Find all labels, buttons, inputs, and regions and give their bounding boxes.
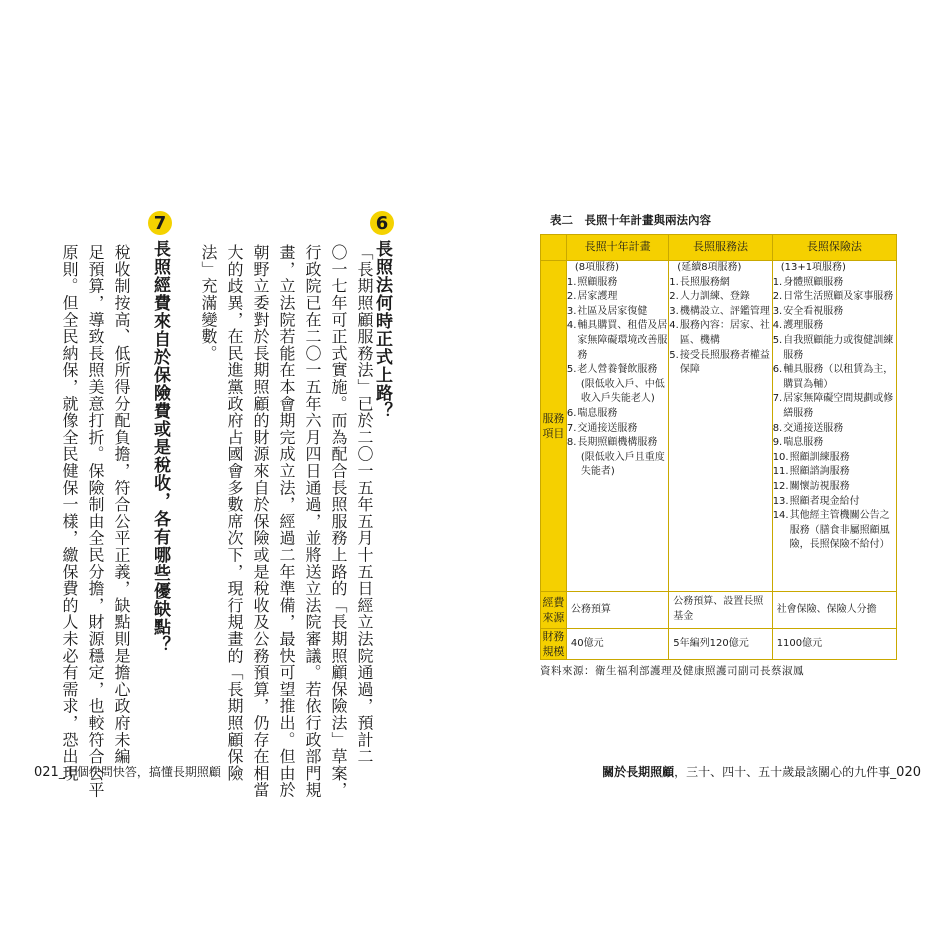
list-item: 6. 輔具服務（以租賃為主，購買為輔） [772,364,894,390]
list-item-note: (限低收入戶且重度失能者) [580,451,665,478]
answer-text [195,244,377,799]
table-cell [669,261,772,592]
text-line: 〇一七年可正式實施。而為配合長照服務上路的「長期照顧保險法」草案， [329,244,348,799]
page-number: 021 [34,765,59,780]
table-cell [772,261,896,592]
list-item: 10. 照顧訓練服務 [772,451,850,463]
table-cell: 公務預算、設置長照基金 [669,592,772,629]
table-cell: 社會保險、保險人分擔 [772,592,896,629]
list-item: 9. 喘息服務 [772,437,824,449]
list-item-note: (限低收入戶、中低收入戶失能老人) [580,378,665,405]
question-title: 長照經費來自於保險費或是稅收，各有哪些優缺點？ [150,240,170,654]
column-header: 長照十年計畫 [566,235,668,261]
table-cell: 公務預算 [566,592,668,629]
table-cell: 5年編列120億元 [669,629,772,660]
answer-text [56,244,134,799]
list-item: 1. 照顧服務 [566,276,618,288]
row-header: 經費來源 [541,592,567,629]
column-header: 長照保險法 [772,235,896,261]
list-item: 4. 護理服務 [772,320,824,332]
list-item: 3. 安全看視服務 [772,305,844,317]
table-row [541,261,897,592]
list-item: 2. 日常生活照顧及家事服務 [772,291,894,303]
page-number: 020 [896,765,921,780]
table-source-note: 資料來源：衛生福利部護理及健康照護司副司長蔡淑鳳 [540,665,804,677]
table-title: 表二 長照十年計畫與兩法內容 [550,213,711,227]
header-corner [541,235,567,261]
row-header: 服務項目 [541,261,567,592]
list-item: 4. 服務內容：居家、社區、機構 [669,320,770,346]
text-line: 法」充滿變數。 [199,244,218,362]
question-title: 長照法何時正式上路？ [372,240,392,420]
list-item: 1. 身體照顧服務 [772,276,844,288]
list-item: 2. 人力訓練、登錄 [669,291,750,303]
text-line: 稅收制按高、低所得分配負擔，符合公平正義，缺點則是擔心政府未編 [112,244,131,765]
list-item: 5. 自我照顧能力或復健訓練服務 [772,334,894,361]
list-item: 14. 其他經主管機關公告之服務（膳食非屬照顧風險，長照保險不給付） [772,510,890,551]
list-item: 7. 交通接送服務 [566,422,638,434]
running-title: _十個快問快答，搞懂長期照顧 [58,765,221,779]
text-line: 足預算，導致長照美意打折。保險制由全民分擔，財源穩定，也較符合公平 [86,244,105,799]
list-item: 8. 長期照顧機構服務 [566,437,658,449]
list-item: 4. 輔具購買、租借及居家無障礙環境改善服務 [566,320,668,361]
list-item: 11. 照顧諮詢服務 [772,466,850,478]
table-cell: 1100億元 [772,629,896,660]
list-item: 8. 交通接送服務 [772,422,844,434]
question-number-badge: 7 [148,211,172,235]
list-item: 1. 長照服務網 [669,276,730,288]
text-line: 原則。但全民納保，就像全民健保一樣，繳保費的人未必有需求，恐出現 [60,244,79,782]
table-row [541,592,897,629]
row-header: 財務規模 [542,630,565,658]
list-item: 3. 機構設立、評鑑管理 [669,305,770,317]
column-header: 長照服務法 [669,235,772,261]
right-page [476,0,951,951]
table-header-row [541,235,897,261]
running-title: ，三十、四十、五十歲最該關心的九件事_ [674,765,897,779]
service-count: (延續8項服務) [677,262,742,273]
page-footer [602,763,921,780]
question-number-badge: 6 [370,211,394,235]
table-cell [566,261,668,592]
comparison-table [540,234,897,660]
running-title-bold: 關於長期照顧 [602,765,675,779]
text-line: 行政院已在二〇一五年六月四日通過，並將送立法院審議。若依行政部門規 [303,244,322,799]
list-item: 3. 社區及居家復健 [566,305,648,317]
list-item: 7. 居家無障礙空間規劃或修繕服務 [772,393,894,419]
list-item: 12. 關懷訪視服務 [772,480,850,492]
table-cell: 40億元 [566,629,668,660]
text-line: 「長期照顧服務法」已於二〇一五年五月十五日經立法院通過，預計二 [355,244,374,765]
page-footer [34,763,221,780]
text-line: 朝野立委對於長期照顧的財源來自於保險或是稅收及公務預算，仍存在相當 [251,244,270,799]
service-count: (13+1項服務) [780,262,846,273]
service-count: (8項服務) [574,262,620,273]
table-row [541,629,897,660]
list-item: 13. 照顧者現金給付 [772,495,860,507]
list-item: 5. 接受長照服務者權益保障 [669,349,770,376]
list-item: 2. 居家護理 [566,291,618,303]
list-item: 5. 老人營養餐飲服務 [566,364,658,376]
text-line: 大的歧異，在民進黨政府占國會多數席次下，現行規畫的「長期照顧保險 [225,244,244,782]
left-page [0,0,475,951]
list-item: 6. 喘息服務 [566,407,618,419]
text-line: 畫，立法院若能在本會期完成立法，經過二年準備，最快可望推出。但由於 [277,244,296,799]
